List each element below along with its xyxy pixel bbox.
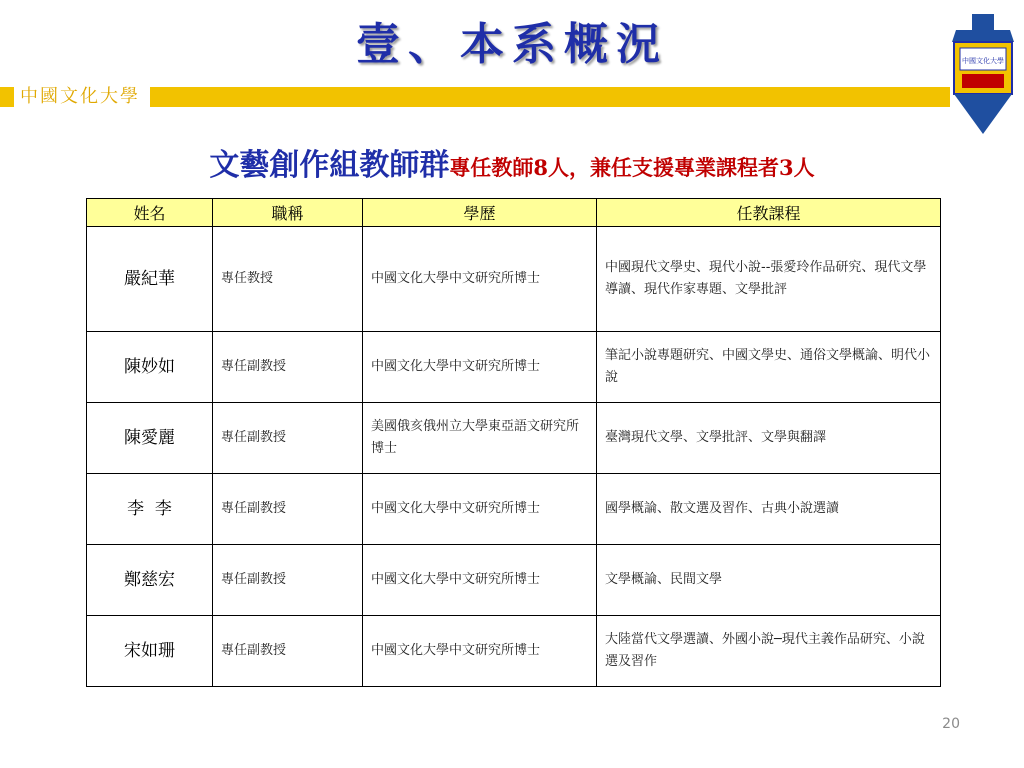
header-name: 姓名 xyxy=(87,199,213,227)
cell-title: 專任副教授 xyxy=(213,474,363,545)
header-title: 職稱 xyxy=(213,199,363,227)
cell-name: 陳妙如 xyxy=(87,332,213,403)
table-row xyxy=(87,474,941,545)
subtitle xyxy=(0,140,1024,184)
table-row xyxy=(87,545,941,616)
cell-name: 嚴紀華 xyxy=(87,227,213,332)
subtitle-note: 專任教師8人，兼任支援專業課程者3人 xyxy=(449,155,815,180)
cell-education: 中國文化大學中文研究所博士 xyxy=(363,332,597,403)
table-row xyxy=(87,227,941,332)
cell-courses: 筆記小說專題研究、中國文學史、通俗文學概論、明代小說 xyxy=(597,332,941,403)
cell-title: 專任副教授 xyxy=(213,403,363,474)
cell-courses: 國學概論、散文選及習作、古典小說選讀 xyxy=(597,474,941,545)
cell-courses: 文學概論、民間文學 xyxy=(597,545,941,616)
cell-title: 專任副教授 xyxy=(213,545,363,616)
cell-title: 專任教授 xyxy=(213,227,363,332)
table-row xyxy=(87,332,941,403)
header-band-left xyxy=(0,87,14,107)
university-logo-icon xyxy=(948,8,1018,136)
cell-education: 中國文化大學中文研究所博士 xyxy=(363,616,597,687)
cell-courses: 大陸當代文學選讀、外國小說─現代主義作品研究、小說選及習作 xyxy=(597,616,941,687)
header-education: 學歷 xyxy=(363,199,597,227)
cell-courses: 臺灣現代文學、文學批評、文學與翻譯 xyxy=(597,403,941,474)
cell-name: 陳愛麗 xyxy=(87,403,213,474)
cell-name: 宋如珊 xyxy=(87,616,213,687)
table-row xyxy=(87,616,941,687)
header-courses: 任教課程 xyxy=(597,199,941,227)
cell-education: 中國文化大學中文研究所博士 xyxy=(363,545,597,616)
page-number: 20 xyxy=(942,716,960,732)
cell-title: 專任副教授 xyxy=(213,616,363,687)
cell-courses: 中國現代文學史、現代小說--張愛玲作品研究、現代文學導讀、現代作家專題、文學批評 xyxy=(597,227,941,332)
cell-education: 中國文化大學中文研究所博士 xyxy=(363,474,597,545)
header-band-right xyxy=(150,87,950,107)
table-header-row xyxy=(87,199,941,227)
faculty-table xyxy=(86,198,941,687)
table-row xyxy=(87,403,941,474)
cell-name: 李 李 xyxy=(87,474,213,545)
slide-title: 壹、本系概況 xyxy=(356,19,668,70)
subtitle-main: 文藝創作組教師群 xyxy=(209,148,450,183)
cell-title: 專任副教授 xyxy=(213,332,363,403)
cell-name: 鄭慈宏 xyxy=(87,545,213,616)
cell-education: 美國俄亥俄州立大學東亞語文研究所博士 xyxy=(363,403,597,474)
cell-education: 中國文化大學中文研究所博士 xyxy=(363,227,597,332)
logo-text: 中國文化大學 xyxy=(962,57,1004,65)
school-name: 中國文化大學 xyxy=(20,86,140,107)
